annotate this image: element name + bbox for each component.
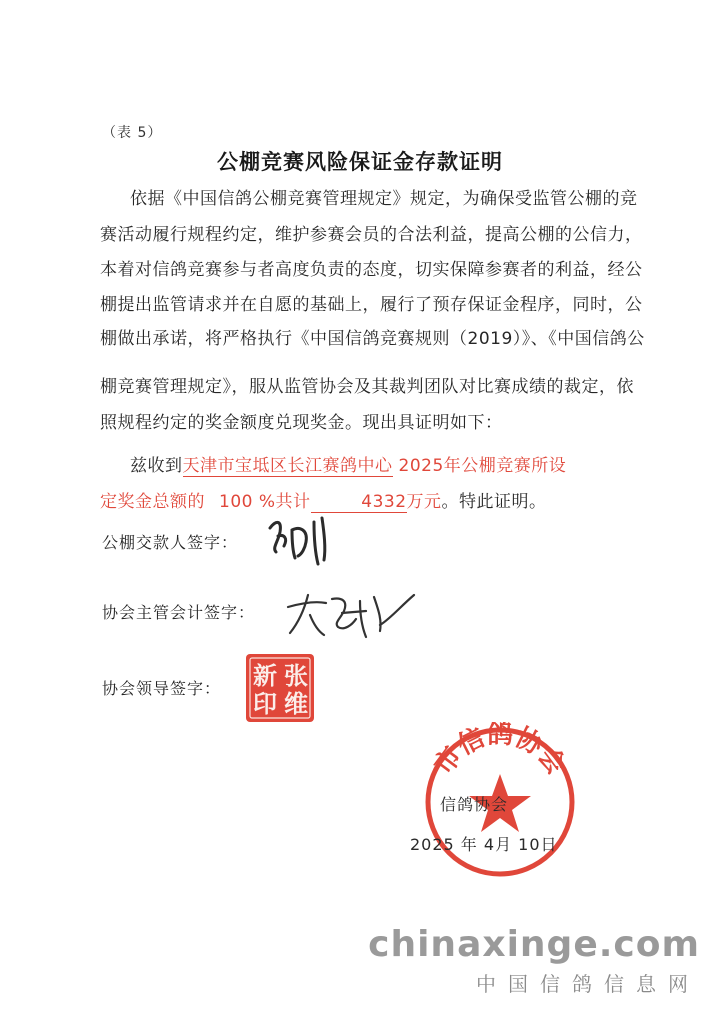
body-line-4: 棚提出监管请求并在自愿的基础上，履行了预存保证金程序，同时，公 xyxy=(100,295,643,315)
receipt-year: 2025 xyxy=(398,456,444,476)
svg-text:维: 维 xyxy=(284,690,308,718)
svg-text:张: 张 xyxy=(284,662,308,690)
body-line-3: 本着对信鸽竞赛参与者高度负责的态度，切实保障参赛者的利益，经公 xyxy=(100,260,643,280)
watermark-domain: chinaxinge.com xyxy=(368,924,700,965)
receipt-prefix: 兹收到 xyxy=(130,456,183,476)
watermark-site-name: 中国信鸽信息网 xyxy=(476,972,700,996)
document-title: 公棚竞赛风险保证金存款证明 xyxy=(217,150,503,174)
receipt-loft-name: 天津市宝坻区长江赛鸽中心 xyxy=(182,456,393,476)
issue-date: 2025 年 4月 10日 xyxy=(410,835,558,854)
association-name: 信鸽协会 xyxy=(440,795,509,814)
body-line-2: 赛活动履行规程约定，维护参赛会员的合法利益，提高公棚的公信力， xyxy=(100,225,643,245)
receipt-unit: 万元 xyxy=(406,492,442,512)
loft-payer-signature-label: 公棚交款人签字： xyxy=(102,533,239,552)
receipt-line-1 xyxy=(130,451,566,476)
form-number: （表 5） xyxy=(102,125,163,141)
association-seal-text: 市信鸽协会 xyxy=(428,722,572,781)
svg-text:新: 新 xyxy=(253,662,277,690)
body-line-1: 依据《中国信鸽公棚竞赛管理规定》规定，为确保受监管公棚的竞 xyxy=(130,189,638,209)
receipt-year-suffix: 年公棚竞赛所设 xyxy=(443,456,567,476)
body-line-7: 照规程约定的奖金额度兑现奖金。现出具证明如下： xyxy=(100,413,503,433)
accountant-signature-label: 协会主管会计签字： xyxy=(102,603,256,622)
leader-signature-label: 协会领导签字： xyxy=(102,679,222,698)
body-line-6: 棚竞赛管理规定》，服从监管协会及其裁判团队对比赛成绩的裁定，依 xyxy=(100,377,634,397)
leader-name-seal xyxy=(244,652,316,728)
accountant-signature xyxy=(282,585,422,645)
receipt-line2-a: 定奖金总额的 xyxy=(100,492,205,512)
receipt-amount: 4332 xyxy=(311,492,407,513)
body-line-5: 棚做出承诺，将严格执行《中国信鸽竞赛规则（2019）》、《中国信鸽公 xyxy=(100,329,645,349)
svg-text:印: 印 xyxy=(253,690,277,718)
loft-payer-signature xyxy=(262,508,342,568)
receipt-line2-b: 共计 xyxy=(275,492,311,512)
svg-text:市信鸽协会 xyxy=(429,722,571,780)
receipt-closing: 。特此证明。 xyxy=(441,492,547,512)
receipt-percent: 100 % xyxy=(219,492,276,512)
